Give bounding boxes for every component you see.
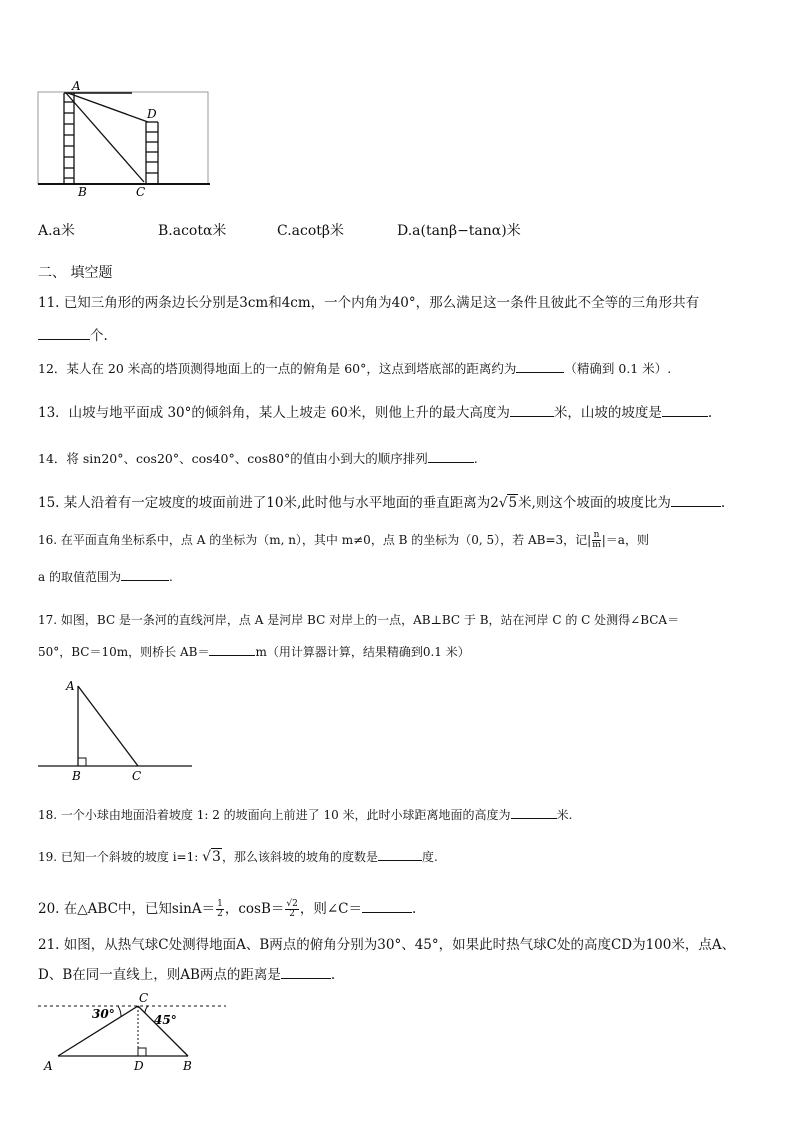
short-ladder <box>146 122 158 184</box>
label-D: D <box>134 1059 144 1073</box>
answer-blank <box>428 448 474 463</box>
label-A: A <box>44 1059 53 1073</box>
q11-line1: 11. 已知三角形的两条边长分别是3cm和4cm，一个内角为40°，那么满足这一条件且彼此不全等的三角形共有 <box>38 295 700 311</box>
q15: 15. 某人沿着有一定坡度的坡面前进了10米,此时他与水平地面的垂直距离为2√5米,则这个坡面的坡度比为 . <box>38 492 725 513</box>
answer-blank <box>511 804 557 819</box>
answer-blank <box>38 325 90 340</box>
answer-blank <box>671 492 721 507</box>
label-B: B <box>78 185 87 199</box>
label-C: C <box>132 769 142 783</box>
option-a: A.a米 <box>38 223 75 239</box>
angle-45-label: 45° <box>154 1013 177 1027</box>
ladder-figure <box>30 78 230 198</box>
option-d: D.a(tanβ−tanα)米 <box>397 223 521 239</box>
answer-blank <box>281 964 331 979</box>
q17-line2: 50°，BC＝10m，则桥长 AB＝ m（用计算器计算，结果精确到0.1 米） <box>38 641 470 662</box>
q17-line1: 17. 如图，BC 是一条河的直线河岸，点 A 是河岸 BC 对岸上的一点，AB⊥BC 于 B，站在河岸 C 的 C 处测得∠BCA＝ <box>38 613 680 627</box>
balloon-figure <box>30 988 240 1078</box>
q12: 12．某人在 20 米高的塔顶测得地面上的一点的俯角是 60°，这点到塔底部的距离约为 （精确到 0.1 米）. <box>38 358 671 379</box>
segment-AC <box>78 686 138 766</box>
angle-arc-30 <box>118 1006 121 1017</box>
answer-blank <box>510 402 554 417</box>
q13: 13．山坡与地平面成 30°的倾斜角，某人上坡走 60米，则他上升的最大高度为 米，山坡的坡度是 . <box>38 402 712 423</box>
right-angle-mark <box>78 758 86 766</box>
angle-30-label: 30° <box>92 1007 115 1021</box>
label-D: D <box>147 107 157 121</box>
q19: 19. 已知一个斜坡的坡度 i=1: √3，那么该斜坡的坡角的度数是 度. <box>38 846 438 867</box>
river-figure <box>30 672 200 787</box>
answer-blank <box>121 566 169 581</box>
q21-line2: D、B在同一直线上，则AB两点的距离是 . <box>38 964 335 985</box>
label-A: A <box>66 679 75 693</box>
option-c: C.acotβ米 <box>277 223 344 239</box>
q16-line2: a 的取值范围为 . <box>38 566 173 587</box>
section-heading: 二、 填空题 <box>38 265 113 281</box>
q18: 18. 一个小球由地面沿着坡度 1: 2 的坡面向上前进了 10 米，此时小球距离地面的高度为 米. <box>38 804 572 825</box>
q11-line2: 个. <box>38 325 108 346</box>
right-angle-mark <box>138 1048 146 1056</box>
answer-blank <box>516 358 564 373</box>
label-A: A <box>72 79 81 93</box>
label-B: B <box>183 1059 192 1073</box>
label-B: B <box>72 769 81 783</box>
q21-line1: 21. 如图，从热气球C处测得地面A、B两点的俯角分别为30°、45°，如果此时热气球C处的高度CD为100米，点A、 <box>38 937 736 953</box>
option-b: B.acotα米 <box>158 223 227 239</box>
angle-arc-45 <box>145 1006 148 1013</box>
q20: 20. 在△ABC中，已知sinA＝ $\frac{1}{2}$ ，cosB＝ $\frac{√2}{2}$ ，则∠C＝ . <box>38 899 417 919</box>
q14: 14．将 sin20°、cos20°、cos40°、cos80°的值由小到大的顺序排列 . <box>38 448 478 469</box>
q16-line1: 16. 在平面直角坐标系中，点 A 的坐标为（m, n），其中 m≠0，点 B 的坐标为（0, 5），若 AB=3，记| $\frac{n}{m}$ |＝a，则 <box>38 530 649 550</box>
answer-blank <box>662 402 708 417</box>
answer-blank <box>378 846 422 861</box>
answer-blank <box>209 641 255 656</box>
label-C: C <box>136 185 146 199</box>
tall-ladder <box>64 93 74 184</box>
segment-AD <box>68 93 148 122</box>
answer-blank <box>362 898 412 913</box>
label-C: C <box>139 991 149 1005</box>
